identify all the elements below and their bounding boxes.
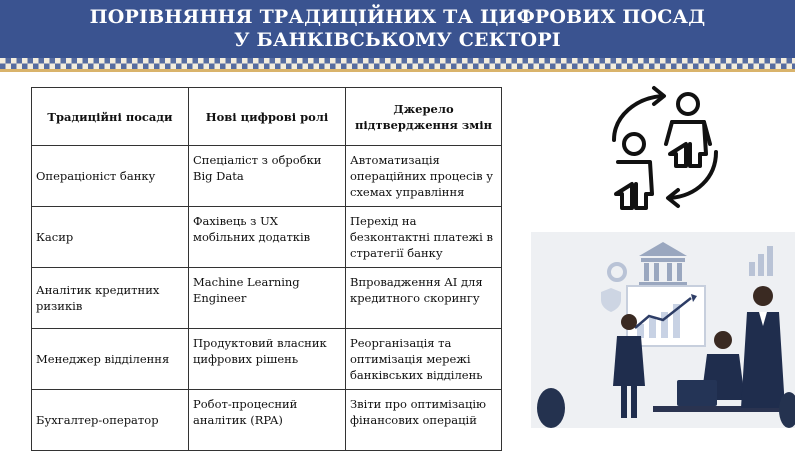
table-header-row xyxy=(32,88,502,146)
cell-digital: Machine Learning Engineer xyxy=(189,268,346,329)
cell-digital: Фахівець з UX мобільних додатків xyxy=(189,207,346,268)
cell-source: Впровадження AI для кредитного скорингу xyxy=(346,268,502,329)
table-row xyxy=(32,268,502,329)
table-row xyxy=(32,207,502,268)
table-row xyxy=(32,329,502,390)
laptop xyxy=(677,380,717,406)
roles-comparison-table xyxy=(31,87,502,451)
cell-traditional: Аналітик кредитних ризиків xyxy=(32,268,189,329)
cell-traditional: Бухгалтер-оператор xyxy=(32,390,189,451)
page-title-line-2: У БАНКІВСЬКОМУ СЕКТОРІ xyxy=(234,29,561,51)
cell-traditional: Касир xyxy=(32,207,189,268)
cell-source: Перехід на безконтактні платежі в стратегії банку xyxy=(346,207,502,268)
header-traditional: Традиційні посади xyxy=(32,88,189,146)
header-digital: Нові цифрові ролі xyxy=(189,88,346,146)
business-team-illustration xyxy=(531,232,795,428)
cell-source: Автоматизація операційних процесів у схемах управління xyxy=(346,146,502,207)
ornament-stripe xyxy=(0,69,795,72)
cell-digital: Робот-процесний аналітик (RPA) xyxy=(189,390,346,451)
title-banner xyxy=(0,0,795,58)
header-source: Джерело підтвердження змін xyxy=(346,88,502,146)
cell-traditional: Операціоніст банку xyxy=(32,146,189,207)
table-row xyxy=(32,146,502,207)
cell-source: Реорганізація та оптимізація мережі банківських відділень xyxy=(346,329,502,390)
page-title-line-1: ПОРІВНЯННЯ ТРАДИЦІЙНИХ ТА ЦИФРОВИХ ПОСАД xyxy=(89,6,706,28)
cell-digital: Спеціаліст з обробки Big Data xyxy=(189,146,346,207)
cell-traditional: Менеджер відділення xyxy=(32,329,189,390)
cell-digital: Продуктовий власник цифрових рішень xyxy=(189,329,346,390)
table-row xyxy=(32,390,502,451)
ornament-border xyxy=(0,58,795,69)
people-exchange-icon xyxy=(600,82,730,217)
cell-source: Звіти про оптимізацію фінансових операцій xyxy=(346,390,502,451)
